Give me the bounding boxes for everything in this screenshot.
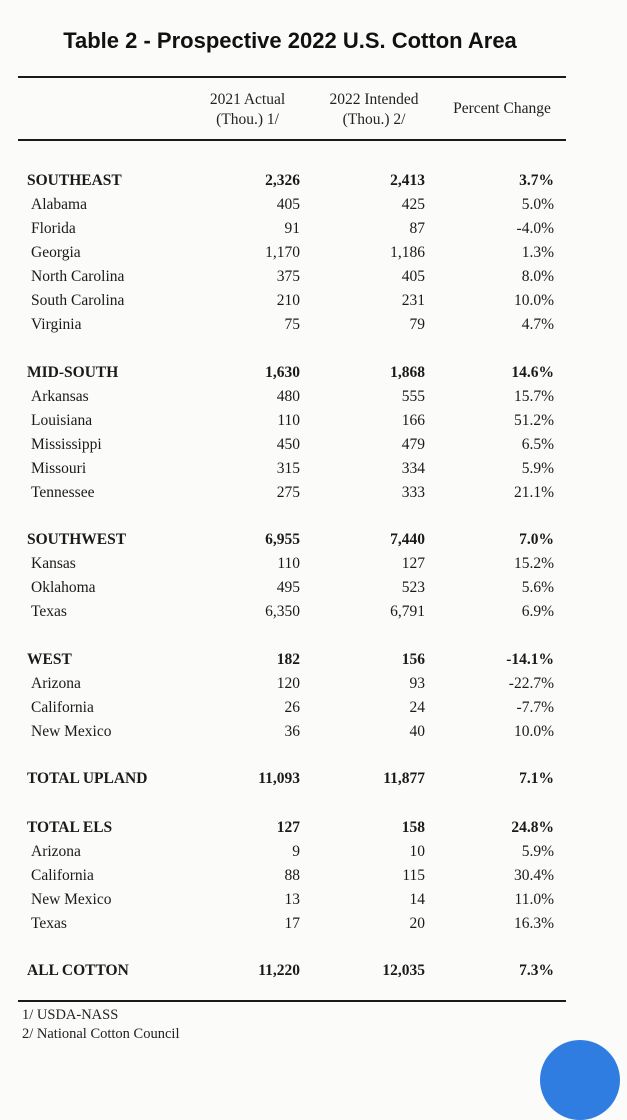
value-2021: 6,955 (265, 531, 300, 548)
row-label: North Carolina (31, 268, 125, 285)
row-label: Kansas (31, 555, 76, 572)
row-label: Missouri (31, 460, 87, 477)
value-2021: 480 (276, 388, 300, 405)
table-row-region (0, 172, 600, 194)
table-title: Table 2 - Prospective 2022 U.S. Cotton Area (63, 28, 517, 53)
value-2022: 115 (402, 867, 425, 884)
value-2022: 1,186 (390, 244, 425, 261)
value-2021: 91 (284, 220, 300, 237)
value-2022: 87 (409, 220, 425, 237)
value-2022: 231 (401, 292, 425, 309)
table-row (0, 460, 600, 482)
value-2021: 75 (284, 316, 300, 333)
percent-change: 6.5% (521, 436, 554, 453)
value-2021: 110 (277, 412, 300, 429)
table-row-region (0, 962, 600, 984)
row-label: MID-SOUTH (27, 364, 119, 381)
value-2021: 26 (284, 699, 300, 716)
value-2021: 1,170 (265, 244, 300, 261)
value-2021: 13 (284, 891, 300, 908)
row-label: Alabama (31, 196, 87, 213)
bottom-rule (18, 1000, 566, 1002)
value-2021: 210 (276, 292, 300, 309)
percent-change: 7.3% (519, 962, 554, 979)
value-2021: 17 (284, 915, 300, 932)
value-2022: 20 (409, 915, 425, 932)
row-label: South Carolina (31, 292, 125, 309)
row-label: Texas (31, 915, 67, 932)
percent-change: 5.9% (521, 843, 554, 860)
percent-change: 11.0% (514, 891, 554, 908)
table-row (0, 699, 600, 721)
value-2022: 479 (401, 436, 425, 453)
percent-change: 14.6% (511, 364, 554, 381)
table-row (0, 867, 600, 889)
row-label: Arkansas (31, 388, 89, 405)
row-label: TOTAL UPLAND (27, 770, 148, 787)
column-header-2022-line2: (Thou.) 2/ (342, 111, 406, 128)
value-2021: 11,220 (258, 962, 300, 979)
table-row (0, 268, 600, 290)
table-row-region (0, 770, 600, 792)
row-label: Arizona (31, 843, 81, 860)
percent-change: 30.4% (513, 867, 554, 884)
percent-change: 7.0% (519, 531, 554, 548)
percent-change: 7.1% (519, 770, 554, 787)
footnote-1: 1/ USDA-NASS (22, 1007, 119, 1023)
percent-change: -4.0% (516, 220, 554, 237)
row-label: SOUTHEAST (27, 172, 122, 189)
value-2021: 450 (276, 436, 300, 453)
column-header-2021-line2: (Thou.) 1/ (216, 111, 279, 128)
footnote-2: 2/ National Cotton Council (22, 1026, 180, 1042)
percent-change: 1.3% (521, 244, 554, 261)
value-2022: 158 (401, 819, 425, 836)
column-header-percent-change: Percent Change (453, 100, 551, 117)
value-2022: 24 (409, 699, 425, 716)
value-2021: 120 (276, 675, 300, 692)
table-row (0, 436, 600, 458)
table-row (0, 220, 600, 242)
value-2022: 79 (409, 316, 425, 333)
value-2022: 333 (401, 484, 425, 501)
table-row (0, 723, 600, 745)
percent-change: 5.0% (521, 196, 554, 213)
table-row (0, 555, 600, 577)
table-row (0, 196, 600, 218)
table-row (0, 388, 600, 410)
row-label: New Mexico (31, 723, 112, 740)
value-2022: 14 (409, 891, 425, 908)
value-2022: 1,868 (390, 364, 425, 381)
value-2022: 555 (401, 388, 425, 405)
value-2022: 425 (401, 196, 425, 213)
row-label: Arizona (31, 675, 81, 692)
value-2021: 110 (277, 555, 300, 572)
row-label: Texas (31, 603, 67, 620)
table-row (0, 603, 600, 625)
column-header-2021 (190, 90, 305, 130)
row-label: Oklahoma (31, 579, 96, 596)
value-2022: 93 (409, 675, 425, 692)
percent-change: 24.8% (511, 819, 554, 836)
table-row (0, 244, 600, 266)
value-2021: 88 (284, 867, 300, 884)
row-label: Georgia (31, 244, 81, 261)
value-2021: 315 (276, 460, 300, 477)
table-row-region (0, 651, 600, 673)
row-label: Florida (31, 220, 76, 237)
value-2022: 523 (401, 579, 425, 596)
value-2021: 375 (276, 268, 300, 285)
percent-change: 5.9% (521, 460, 554, 477)
value-2021: 36 (284, 723, 300, 740)
value-2022: 334 (401, 460, 425, 477)
percent-change: 5.6% (521, 579, 554, 596)
row-label: Louisiana (31, 412, 93, 429)
row-label: Mississippi (31, 436, 102, 453)
percent-change: 51.2% (513, 412, 554, 429)
percent-change: 15.7% (513, 388, 554, 405)
table-row-region (0, 364, 600, 386)
value-2022: 10 (409, 843, 425, 860)
column-header-2022-line1: 2022 Intended (329, 91, 419, 108)
value-2022: 11,877 (383, 770, 425, 787)
value-2022: 127 (401, 555, 425, 572)
corner-accent-circle[interactable] (540, 1040, 620, 1120)
table-row (0, 579, 600, 601)
value-2021: 275 (276, 484, 300, 501)
row-label: New Mexico (31, 891, 112, 908)
table-row-region (0, 819, 600, 841)
value-2021: 11,093 (258, 770, 300, 787)
percent-change: 16.3% (513, 915, 554, 932)
row-label: SOUTHWEST (27, 531, 127, 548)
value-2021: 2,326 (265, 172, 300, 189)
row-label: California (31, 699, 94, 716)
table-row (0, 891, 600, 913)
percent-change: 8.0% (521, 268, 554, 285)
percent-change: 3.7% (519, 172, 554, 189)
percent-change: 6.9% (521, 603, 554, 620)
value-2022: 40 (409, 723, 425, 740)
value-2021: 127 (276, 819, 300, 836)
percent-change: -14.1% (506, 651, 554, 668)
percent-change: 21.1% (513, 484, 554, 501)
value-2021: 6,350 (265, 603, 300, 620)
value-2022: 156 (401, 651, 425, 668)
table-row (0, 316, 600, 338)
value-2022: 7,440 (390, 531, 425, 548)
row-label: Virginia (31, 316, 82, 333)
table-row (0, 675, 600, 697)
row-label: ALL COTTON (27, 962, 129, 979)
value-2021: 182 (276, 651, 300, 668)
column-header-2022 (318, 90, 430, 130)
table-row (0, 484, 600, 506)
value-2022: 2,413 (390, 172, 425, 189)
row-label: Tennessee (31, 484, 95, 501)
header-rule (18, 139, 566, 141)
value-2021: 405 (276, 196, 300, 213)
value-2022: 6,791 (390, 603, 425, 620)
top-rule (18, 76, 566, 78)
table-row (0, 915, 600, 937)
value-2022: 166 (401, 412, 425, 429)
value-2021: 1,630 (265, 364, 300, 381)
percent-change: 15.2% (513, 555, 554, 572)
column-header-2021-line1: 2021 Actual (209, 91, 286, 108)
table-row-region (0, 531, 600, 553)
percent-change: 10.0% (513, 723, 554, 740)
row-label: TOTAL ELS (27, 819, 113, 836)
percent-change: 4.7% (521, 316, 554, 333)
value-2022: 12,035 (382, 962, 425, 979)
table-row (0, 412, 600, 434)
table-row (0, 843, 600, 865)
percent-change: -22.7% (508, 675, 554, 692)
row-label: WEST (27, 651, 72, 668)
table-row (0, 292, 600, 314)
value-2021: 9 (292, 843, 300, 860)
value-2022: 405 (401, 268, 425, 285)
value-2021: 495 (276, 579, 300, 596)
row-label: California (31, 867, 94, 884)
percent-change: -7.7% (516, 699, 554, 716)
percent-change: 10.0% (513, 292, 554, 309)
